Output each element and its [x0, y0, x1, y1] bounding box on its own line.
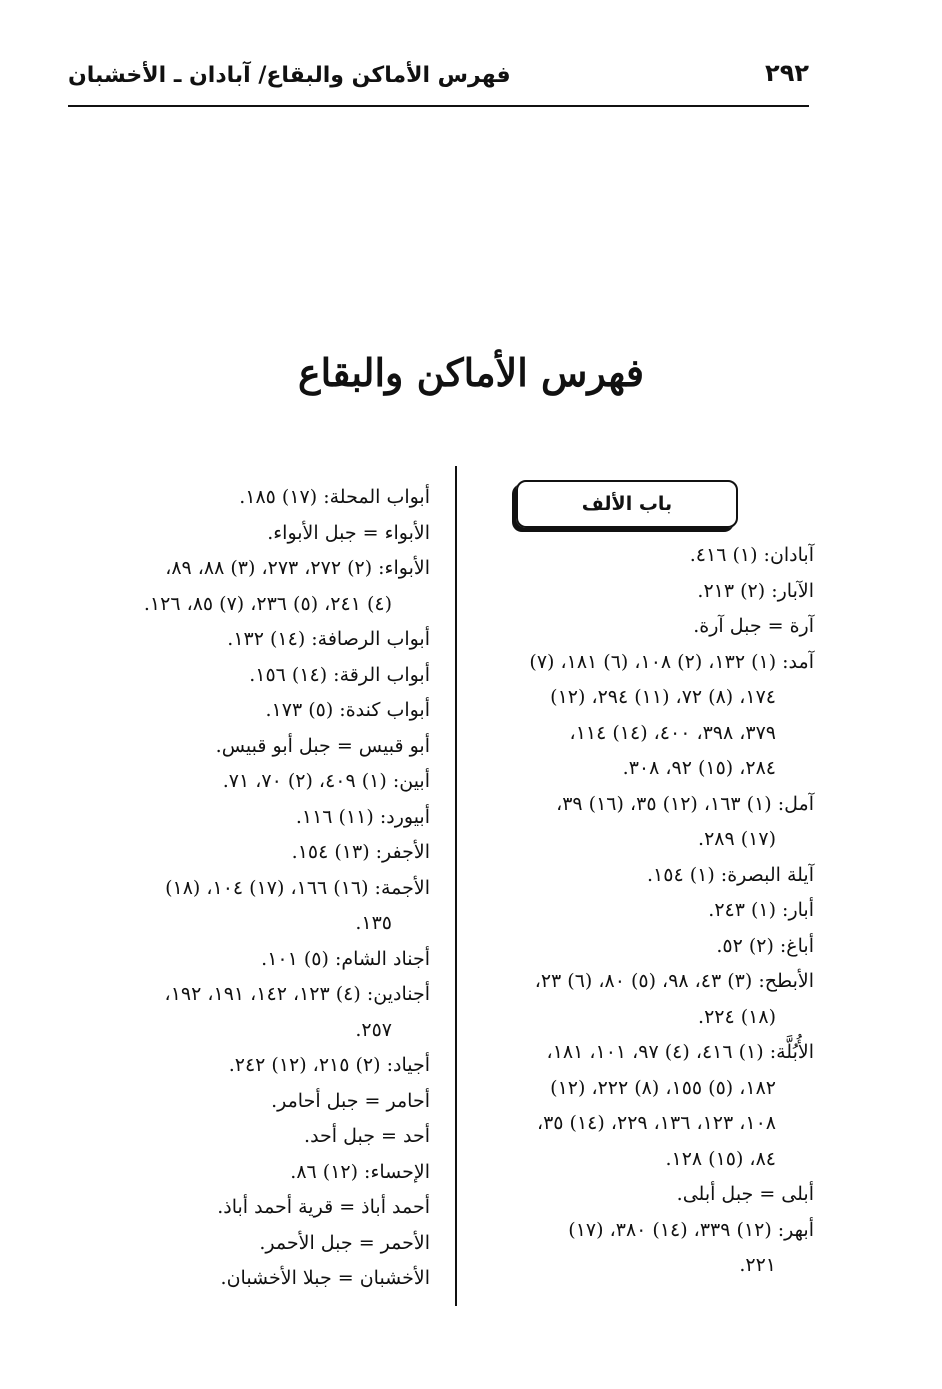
index-entry	[68, 871, 430, 942]
entry-continuation-line: ١٨٢، (٥) ١٥٥، (٨) ٢٢٢، (١٢)	[550, 1076, 776, 1099]
entry-line: أحد = جبل أحد.	[304, 1125, 430, 1147]
entry-line: آرة = جبل آرة.	[693, 615, 814, 637]
index-entry	[68, 764, 430, 800]
section-heading-box	[516, 480, 738, 528]
index-entry	[68, 942, 430, 978]
entry-continuation-line: (٤) ٢٤١، (٥) ٢٣٦، (٧) ٨٥، ١٢٦.	[143, 592, 392, 615]
index-entry	[474, 1213, 814, 1284]
column-divider	[455, 466, 457, 1306]
running-title: فهرس الأماكن والبقاع/ آبادان ـ الأخشبان	[68, 63, 511, 88]
entry-line: أباغ: (٢) ٥٢.	[716, 934, 814, 957]
index-entry	[68, 693, 430, 729]
index-entry	[474, 1177, 814, 1213]
entry-line: أبيورد: (١١) ١١٦.	[295, 805, 430, 828]
page-number: ٢٩٢	[765, 59, 809, 87]
index-entry	[474, 1035, 814, 1177]
entry-continuation-line: ٢٢١.	[739, 1254, 776, 1276]
index-entry	[474, 609, 814, 645]
index-entry	[474, 787, 814, 858]
left-column	[68, 480, 430, 1297]
entry-line: أبواب الرقة: (١٤) ١٥٦.	[249, 663, 430, 686]
entry-line: أجناد الشام: (٥) ١٠١.	[261, 947, 430, 970]
index-entry	[68, 1261, 430, 1297]
entry-line: الأُبُلَّة: (١) ٤١٦، (٤) ٩٧، ١٠١، ١٨١،	[546, 1041, 814, 1063]
entry-line: أبهر: (١٢) ٣٣٩، (١٤) ٣٨٠، (١٧)	[568, 1218, 814, 1241]
entry-line: الأبطح: (٣) ٤٣، ٩٨، (٥) ٨٠، (٦) ٢٣،	[534, 970, 814, 992]
entry-line: الأحمر = جبل الأحمر.	[259, 1231, 430, 1254]
index-entry	[68, 1155, 430, 1191]
index-entry	[68, 977, 430, 1048]
entry-continuation-line: (١٨) ٢٢٤.	[698, 1005, 776, 1028]
page-header	[68, 55, 809, 107]
index-entry	[474, 574, 814, 610]
index-entry	[68, 622, 430, 658]
section-heading: باب الألف	[581, 493, 673, 515]
index-entry	[474, 858, 814, 894]
index-entry	[68, 1119, 430, 1155]
entry-line: أبواب كندة: (٥) ١٧٣.	[265, 699, 430, 721]
entry-continuation-line: ٨٤، (١٥) ١٢٨.	[665, 1147, 776, 1170]
index-entry	[68, 1190, 430, 1226]
entry-line: آيلة البصرة: (١) ١٥٤.	[647, 863, 814, 886]
entry-line: الإحساء: (١٢) ٨٦.	[290, 1160, 430, 1183]
entry-continuation-line: ١٧٤، (٨) ٧٢، (١١) ٢٩٤، (١٢)	[550, 686, 776, 708]
entry-line: الأبواء = جبل الأبواء.	[267, 521, 430, 544]
entry-line: أبار: (١) ٢٤٣.	[708, 899, 814, 921]
index-entry	[68, 480, 430, 516]
index-entry	[68, 800, 430, 836]
entry-line: الأخشبان = جبلا الأخشبان.	[220, 1267, 430, 1289]
entry-line: الأبواء: (٢) ٢٧٢، ٢٧٣، (٣) ٨٨، ٨٩،	[165, 557, 430, 579]
entry-line: آمل: (١) ١٦٣، (١٢) ٣٥، (١٦) ٣٩،	[556, 792, 814, 815]
entry-continuation-line: (١٧) ٢٨٩.	[698, 828, 776, 850]
entry-line: أحامر = جبل أحامر.	[271, 1089, 430, 1112]
entry-line: أبو قبيس = جبل أبو قبيس.	[215, 734, 430, 757]
index-title: فهرس الأماكن والبقاع	[297, 350, 645, 395]
entry-continuation-line: ٢٥٧.	[355, 1018, 392, 1041]
entry-line: أبلى = جبل أبلى.	[676, 1183, 814, 1205]
index-entry	[68, 1048, 430, 1084]
index-entry	[474, 964, 814, 1035]
index-entry	[68, 1084, 430, 1120]
index-entry	[474, 538, 814, 574]
index-entry	[68, 516, 430, 552]
entry-line: الآبار: (٢) ٢١٣.	[697, 579, 814, 602]
entry-line: أجياد: (٢) ٢١٥، (١٢) ٢٤٢.	[228, 1054, 430, 1076]
index-entry	[68, 551, 430, 622]
entry-line: أبواب الرصافة: (١٤) ١٣٢.	[227, 628, 430, 650]
entry-continuation-line: ٣٧٩، ٣٩٨، ٤٠٠، (١٤) ١١٤،	[569, 721, 776, 744]
entry-line: أبين: (١) ٤٠٩، (٢) ٧٠، ٧١.	[222, 770, 430, 792]
entry-continuation-line: ١٠٨، ١٢٣، ١٣٦، ٢٢٩، (١٤) ٣٥،	[536, 1112, 776, 1134]
entry-line: أجنادين: (٤) ١٢٣، ١٤٢، ١٩١، ١٩٢،	[164, 983, 430, 1005]
index-entry	[68, 835, 430, 871]
index-entry	[68, 1226, 430, 1262]
index-entry	[474, 645, 814, 787]
entry-line: آبادان: (١) ٤١٦.	[689, 544, 814, 566]
entry-continuation-line: ٢٨٤، (١٥) ٩٢، ٣٠٨.	[622, 757, 776, 779]
entry-line: أحمد أباذ = قرية أحمد أباذ.	[217, 1196, 430, 1218]
index-entry	[68, 729, 430, 765]
index-entry	[68, 658, 430, 694]
entry-continuation-line: ١٣٥.	[355, 912, 392, 934]
entry-line: الأجمة: (١٦) ١٦٦، (١٧) ١٠٤، (١٨)	[165, 876, 430, 899]
right-column	[474, 480, 814, 1284]
entry-line: أبواب المحلة: (١٧) ١٨٥.	[239, 486, 430, 508]
entry-line: آمد: (١) ١٣٢، (٢) ١٠٨، (٦) ١٨١، (٧)	[529, 650, 814, 673]
index-entry	[474, 893, 814, 929]
index-entry	[474, 929, 814, 965]
entry-line: الأجفر: (١٣) ١٥٤.	[291, 841, 430, 863]
